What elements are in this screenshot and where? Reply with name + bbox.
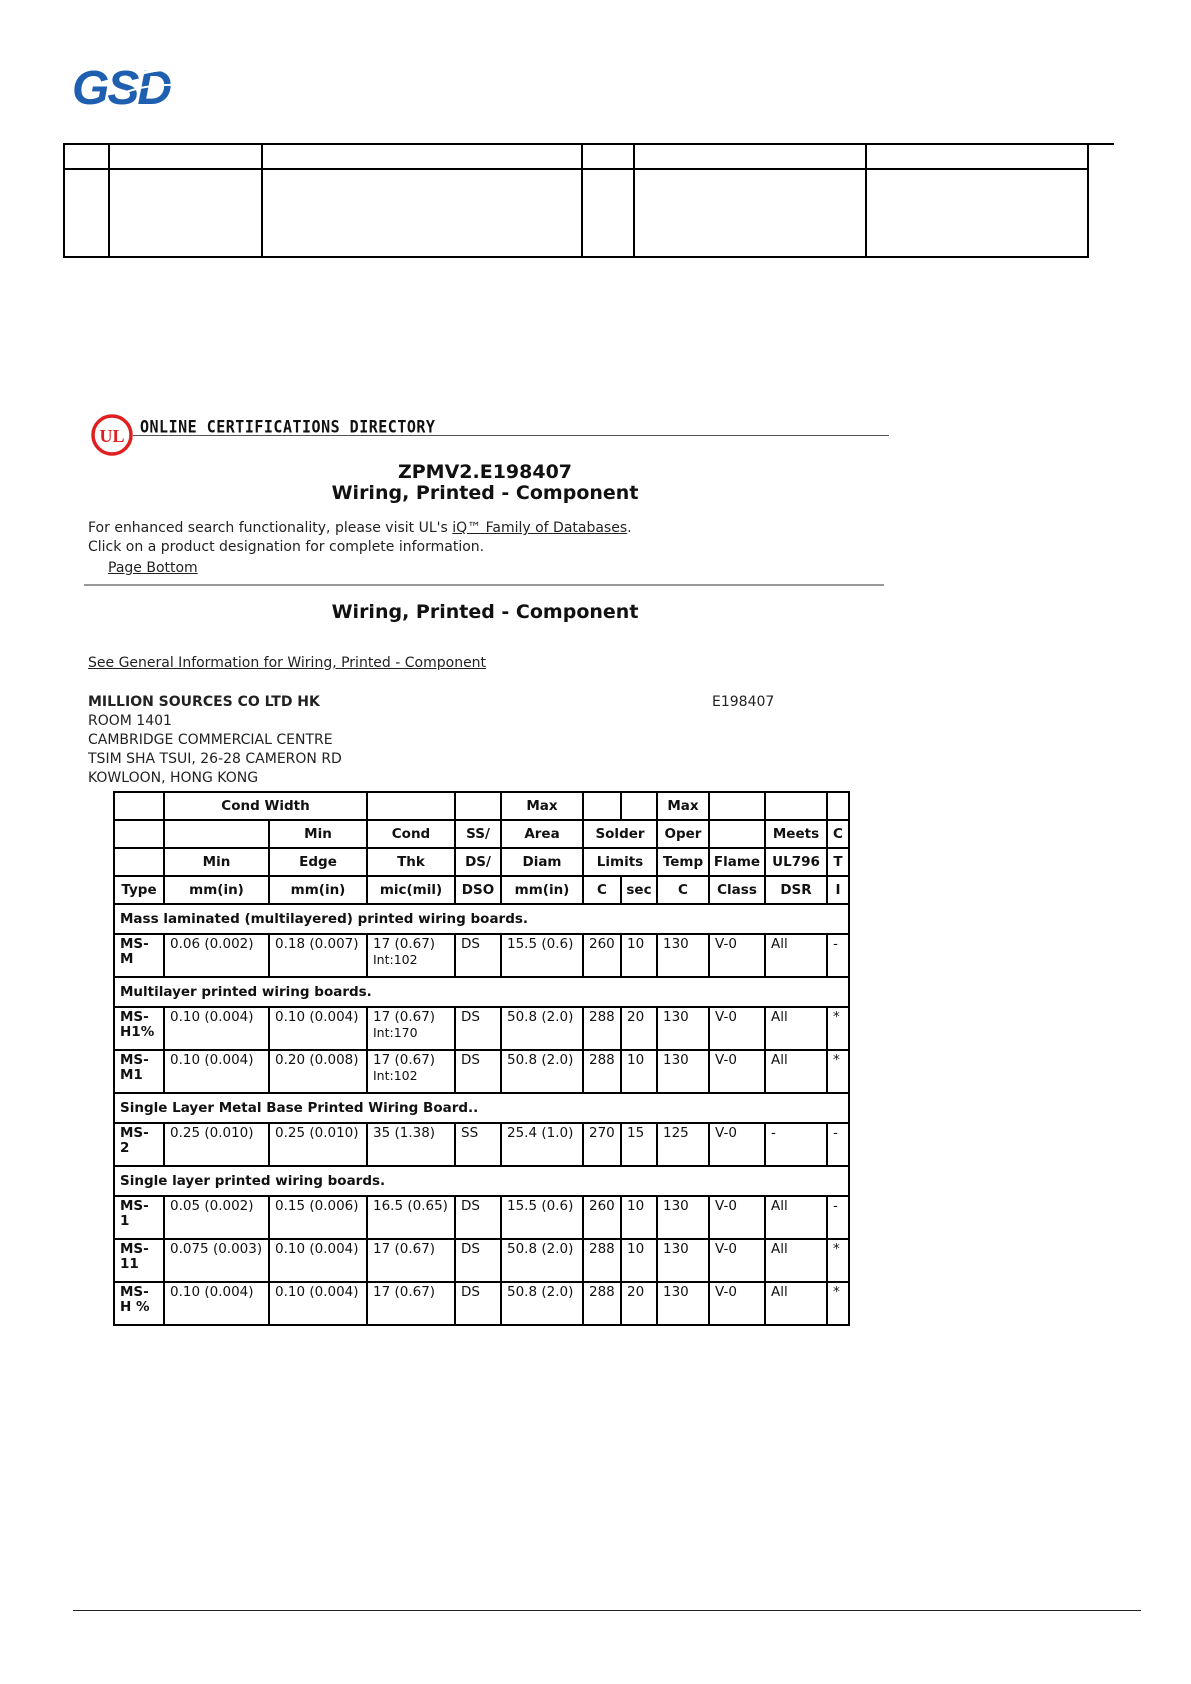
cell-temp: 130 — [657, 934, 709, 977]
cell-edge: 0.20 (0.008) — [269, 1050, 367, 1093]
cell-min: 0.075 (0.003) — [164, 1239, 269, 1282]
cell-diam: 15.5 (0.6) — [501, 1196, 583, 1239]
header-cell: Oper — [657, 820, 709, 848]
header-cell: SS/ — [455, 820, 501, 848]
info-prefix: For enhanced search functionality, please visit UL's — [88, 520, 453, 536]
cell-edge: 0.10 (0.004) — [269, 1007, 367, 1050]
cell-temp: 125 — [657, 1123, 709, 1166]
group-title: Mass laminated (multilayered) printed wiring boards. — [114, 904, 849, 934]
header-cell: Min — [269, 820, 367, 848]
header-cell: C — [827, 820, 849, 848]
cell-dsr: All — [765, 1239, 827, 1282]
cell-diam: 15.5 (0.6) — [501, 934, 583, 977]
thickness-value: 35 (1.38) — [373, 1125, 436, 1141]
header-cell — [262, 169, 582, 257]
cell-dso: DS — [455, 1239, 501, 1282]
product-type-link[interactable]: MS- M — [114, 934, 164, 977]
header-cell: mm(in) — [269, 876, 367, 904]
cell-min: 0.25 (0.010) — [164, 1123, 269, 1166]
table-row — [114, 1282, 849, 1325]
thickness-value: 16.5 (0.65) — [373, 1198, 448, 1214]
cell-thk — [367, 1239, 455, 1282]
thickness-value: 17 (0.67) — [373, 1052, 436, 1068]
cell-sec: 20 — [621, 1282, 657, 1325]
header-cell: Max — [657, 792, 709, 820]
cell-min: 0.10 (0.004) — [164, 1050, 269, 1093]
cell-c: 260 — [583, 934, 621, 977]
cell-diam: 50.8 (2.0) — [501, 1239, 583, 1282]
header-cell — [634, 169, 866, 257]
company-address-line: KOWLOON, HONG KONG — [88, 770, 259, 786]
cell-thk — [367, 934, 455, 977]
separator-rule — [84, 584, 884, 586]
cell-flame: V-0 — [709, 1196, 765, 1239]
internal-thickness: Int:170 — [373, 1025, 418, 1040]
internal-thickness: Int:102 — [373, 952, 418, 967]
table-row — [114, 934, 849, 977]
group-row — [114, 1093, 849, 1123]
cell-diam: 25.4 (1.0) — [501, 1123, 583, 1166]
group-title: Single layer printed wiring boards. — [114, 1166, 849, 1196]
company-address-line: TSIM SHA TSUI, 26-28 CAMERON RD — [88, 751, 342, 767]
product-type-link[interactable]: MS- 1 — [114, 1196, 164, 1239]
footer-rule — [73, 1610, 1141, 1611]
click-instruction: Click on a product designation for complete information. — [88, 539, 485, 555]
header-cell — [583, 792, 621, 820]
product-type-link[interactable]: MS- M1 — [114, 1050, 164, 1093]
product-type-link[interactable]: MS- H1% — [114, 1007, 164, 1050]
cell-diam: 50.8 (2.0) — [501, 1282, 583, 1325]
header-cell: DSR — [765, 876, 827, 904]
cell-dso: DS — [455, 1282, 501, 1325]
header-cell: Limits — [583, 848, 657, 876]
cell-thk — [367, 1282, 455, 1325]
company-name: MILLION SOURCES CO LTD HK — [88, 694, 320, 710]
header-cell: T — [827, 848, 849, 876]
product-type-link[interactable]: MS- 11 — [114, 1239, 164, 1282]
cell-sec: 10 — [621, 1050, 657, 1093]
table-row — [114, 1196, 849, 1239]
header-cell: mic(mil) — [367, 876, 455, 904]
header-row — [114, 792, 849, 820]
header-cell: Temp — [657, 848, 709, 876]
group-title: Multilayer printed wiring boards. — [114, 977, 849, 1007]
header-cell — [866, 144, 1088, 169]
logo-text: GSD — [72, 62, 171, 112]
gsd-logo — [70, 60, 200, 112]
header-cell — [109, 144, 262, 169]
cell-min: 0.06 (0.002) — [164, 934, 269, 977]
cell-dso: DS — [455, 1007, 501, 1050]
header-cell: UL796 — [765, 848, 827, 876]
ul-mark-text: UL — [99, 426, 125, 446]
header-row — [114, 848, 849, 876]
header-grid — [63, 143, 1089, 258]
cell-min: 0.05 (0.002) — [164, 1196, 269, 1239]
document-heading: Wiring, Printed - Component — [331, 482, 639, 504]
header-cell: Max — [501, 792, 583, 820]
info-suffix: . — [627, 520, 632, 536]
ul-banner-rule — [133, 435, 889, 436]
header-line-extension — [1088, 143, 1114, 145]
cell-temp: 130 — [657, 1196, 709, 1239]
cell-dso: SS — [455, 1123, 501, 1166]
header-cell: Cond Width — [164, 792, 367, 820]
cell-cti: * — [827, 1007, 849, 1050]
header-cell: C — [583, 876, 621, 904]
cell-temp: 130 — [657, 1282, 709, 1325]
header-cell: Flame — [709, 848, 765, 876]
header-cell — [765, 792, 827, 820]
cell-flame: V-0 — [709, 934, 765, 977]
internal-thickness: Int:102 — [373, 1068, 418, 1083]
cell-dsr: All — [765, 1196, 827, 1239]
cell-edge: 0.10 (0.004) — [269, 1282, 367, 1325]
cell-temp: 130 — [657, 1050, 709, 1093]
cell-min: 0.10 (0.004) — [164, 1282, 269, 1325]
table-row — [114, 1123, 849, 1166]
cell-thk — [367, 1196, 455, 1239]
header-row — [114, 876, 849, 904]
cell-c: 288 — [583, 1050, 621, 1093]
cell-c: 288 — [583, 1007, 621, 1050]
thickness-value: 17 (0.67) — [373, 936, 436, 952]
file-number: E198407 — [712, 694, 775, 710]
table-row — [114, 1050, 849, 1093]
cell-edge: 0.10 (0.004) — [269, 1239, 367, 1282]
header-cell — [827, 792, 849, 820]
header-cell — [109, 169, 262, 257]
header-cell: DSO — [455, 876, 501, 904]
thickness-value: 17 (0.67) — [373, 1284, 436, 1300]
product-type-link[interactable]: MS- 2 — [114, 1123, 164, 1166]
cell-diam: 50.8 (2.0) — [501, 1050, 583, 1093]
cell-cti: * — [827, 1050, 849, 1093]
table-row — [114, 1239, 849, 1282]
cell-temp: 130 — [657, 1007, 709, 1050]
header-cell: sec — [621, 876, 657, 904]
header-cell — [114, 848, 164, 876]
header-cell — [634, 144, 866, 169]
cell-dsr: - — [765, 1123, 827, 1166]
cell-edge: 0.18 (0.007) — [269, 934, 367, 977]
info-line — [88, 520, 632, 536]
cell-flame: V-0 — [709, 1123, 765, 1166]
cell-sec: 10 — [621, 1239, 657, 1282]
cell-c: 288 — [583, 1239, 621, 1282]
page-bottom-link[interactable]: Page Bottom — [108, 560, 198, 576]
section-heading: Wiring, Printed - Component — [331, 601, 639, 623]
cell-dso: DS — [455, 1050, 501, 1093]
header-row — [114, 820, 849, 848]
cell-cti: * — [827, 1282, 849, 1325]
header-cell — [64, 169, 109, 257]
header-cell: DS/ — [455, 848, 501, 876]
cell-dsr: All — [765, 1007, 827, 1050]
header-cell: Edge — [269, 848, 367, 876]
cell-flame: V-0 — [709, 1239, 765, 1282]
header-cell — [114, 792, 164, 820]
header-cell: Diam — [501, 848, 583, 876]
cell-dsr: All — [765, 1282, 827, 1325]
cell-flame: V-0 — [709, 1050, 765, 1093]
cell-c: 288 — [583, 1282, 621, 1325]
header-cell — [64, 144, 109, 169]
header-cell: Area — [501, 820, 583, 848]
header-cell: C — [657, 876, 709, 904]
header-cell: Thk — [367, 848, 455, 876]
cell-edge: 0.25 (0.010) — [269, 1123, 367, 1166]
cell-min: 0.10 (0.004) — [164, 1007, 269, 1050]
general-info-link[interactable]: See General Information for Wiring, Printed - Component — [88, 655, 487, 671]
cell-c: 260 — [583, 1196, 621, 1239]
cell-sec: 10 — [621, 1196, 657, 1239]
cell-dso: DS — [455, 934, 501, 977]
cell-flame: V-0 — [709, 1007, 765, 1050]
cell-thk — [367, 1007, 455, 1050]
iq-databases-link[interactable]: iQ™ Family of Databases — [452, 520, 628, 536]
cell-cti: * — [827, 1239, 849, 1282]
header-cell — [866, 169, 1088, 257]
header-cell: mm(in) — [164, 876, 269, 904]
cell-thk — [367, 1050, 455, 1093]
cell-flame: V-0 — [709, 1282, 765, 1325]
company-address-line: ROOM 1401 — [88, 713, 172, 729]
group-row — [114, 1166, 849, 1196]
cell-temp: 130 — [657, 1239, 709, 1282]
cell-c: 270 — [583, 1123, 621, 1166]
cell-sec: 20 — [621, 1007, 657, 1050]
header-cell: Cond — [367, 820, 455, 848]
cell-dsr: All — [765, 1050, 827, 1093]
cell-thk — [367, 1123, 455, 1166]
group-row — [114, 904, 849, 934]
header-cell — [709, 820, 765, 848]
header-cell: Meets — [765, 820, 827, 848]
thickness-value: 17 (0.67) — [373, 1241, 436, 1257]
header-cell: Solder — [583, 820, 657, 848]
document-code: ZPMV2.E198407 — [397, 461, 573, 483]
cell-dsr: All — [765, 934, 827, 977]
cell-cti: - — [827, 1123, 849, 1166]
header-cell: I — [827, 876, 849, 904]
ul-directory-title: ONLINE CERTIFICATIONS DIRECTORY — [140, 416, 436, 438]
header-cell — [114, 820, 164, 848]
thickness-value: 17 (0.67) — [373, 1009, 436, 1025]
header-cell — [367, 792, 455, 820]
ul-mark-icon — [90, 413, 134, 457]
cell-sec: 15 — [621, 1123, 657, 1166]
header-cell: Class — [709, 876, 765, 904]
header-cell — [455, 792, 501, 820]
certification-table — [113, 791, 850, 1326]
header-cell — [262, 144, 582, 169]
table-row — [114, 1007, 849, 1050]
cell-sec: 10 — [621, 934, 657, 977]
cell-cti: - — [827, 934, 849, 977]
header-cell — [621, 792, 657, 820]
header-cell — [709, 792, 765, 820]
header-cell — [582, 144, 634, 169]
header-cell — [164, 820, 269, 848]
cell-edge: 0.15 (0.006) — [269, 1196, 367, 1239]
header-cell: mm(in) — [501, 876, 583, 904]
group-row — [114, 977, 849, 1007]
cell-dso: DS — [455, 1196, 501, 1239]
header-cell — [582, 169, 634, 257]
company-address-line: CAMBRIDGE COMMERCIAL CENTRE — [88, 732, 333, 748]
cell-diam: 50.8 (2.0) — [501, 1007, 583, 1050]
header-cell: Type — [114, 876, 164, 904]
header-cell: Min — [164, 848, 269, 876]
product-type-link[interactable]: MS- H % — [114, 1282, 164, 1325]
group-title: Single Layer Metal Base Printed Wiring Board.. — [114, 1093, 849, 1123]
cell-cti: - — [827, 1196, 849, 1239]
